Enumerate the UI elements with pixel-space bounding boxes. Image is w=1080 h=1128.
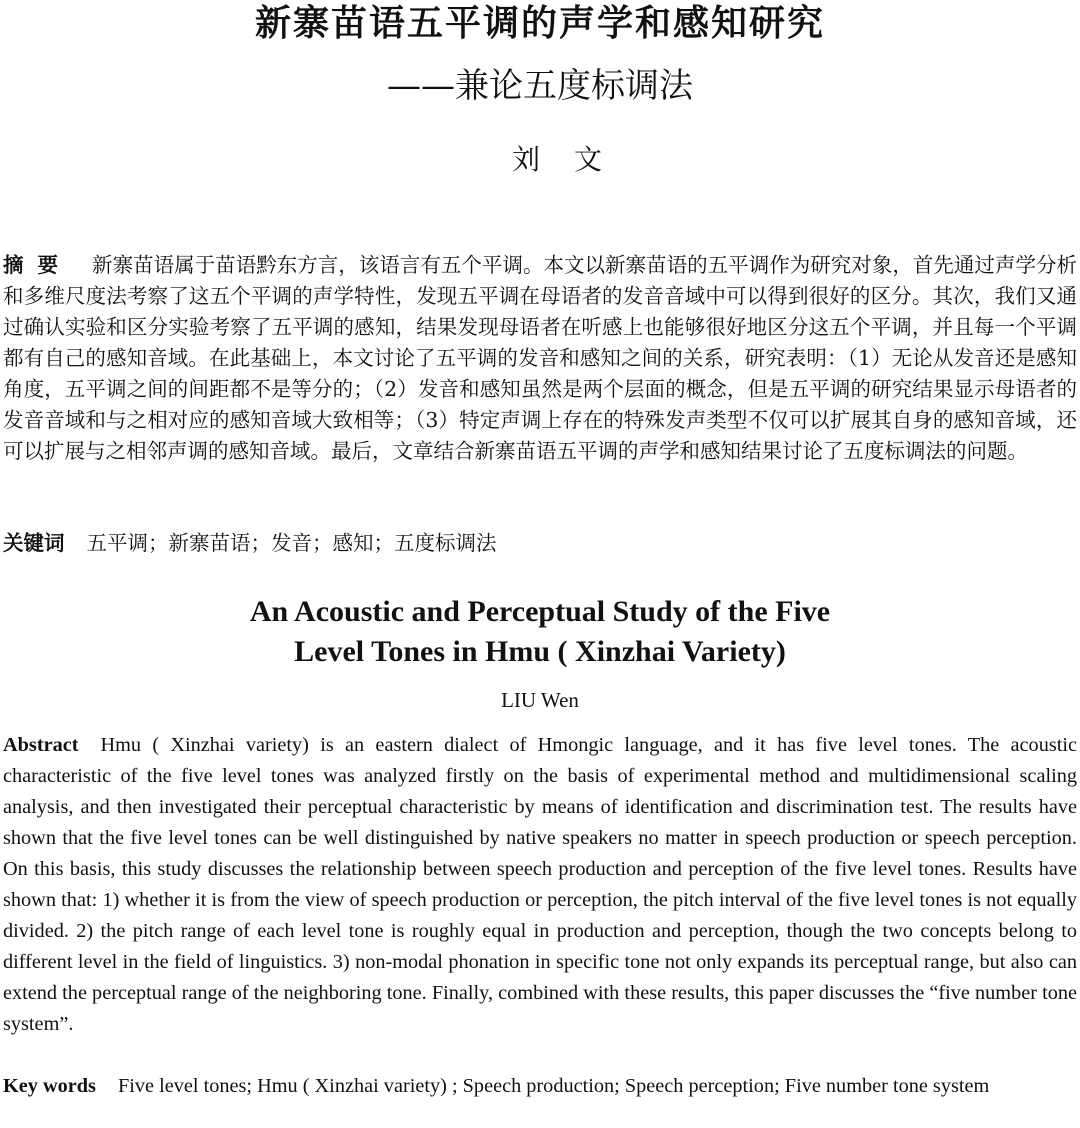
english-abstract-label: Abstract — [3, 734, 79, 756]
english-keywords-text: Five level tones; Hmu ( Xinzhai variety) ; Speech production; Speech perception; Five number tone system — [117, 1075, 990, 1097]
english-abstract — [3, 730, 1077, 1040]
english-keywords — [3, 1071, 1077, 1102]
chinese-keywords-label: 关键词 — [3, 531, 65, 555]
chinese-keywords — [3, 528, 1077, 559]
chinese-abstract-text: 新寨苗语属于苗语黔东方言，该语言有五个平调。本文以新寨苗语的五平调作为研究对象，首先通过声学分析和多维尺度法考察了这五个平调的声学特性，发现五平调在母语者的发音音域中可以得到很好的区分。其次，我们又通过确认实验和区分实验考察了五平调的感知，结果发现母语者在听感上也能够很好地区分这五个平调，并且每一个平调都有自己的感知音域。在此基础上，本文讨论了五平调的发音和感知之间的关系，研究表明：（1）无论从发音还是感知角度，五平调之间的间距都不是等分的；（2）发音和感知虽然是两个层面的概念，但是五平调的研究结果显示母语者的发音音域和与之相对应的感知音域大致相等；（3）特定声调上存在的特殊发声类型不仅可以扩展其自身的感知音域，还可以扩展与之相邻声调的感知音域。最后，文章结合新寨苗语五平调的声学和感知结果讨论了五度标调法的问题。 — [3, 253, 1078, 463]
chinese-keywords-text: 五平调；新寨苗语；发音；感知；五度标调法 — [86, 531, 497, 555]
english-abstract-text: Hmu ( Xinzhai variety) is an eastern dialect of Hmongic language, and it has five level tones. The acoustic characteristic of the five level tones was analyzed firstly on the basis of experimental method and multidimensional scaling analysis, and then investigated their perceptual characteristic by means of identification and discrimination test. The results have shown that the five level tones can be well distinguished by native speakers no matter in speech production or speech perception. On this basis, this study discusses the relationship between speech production and perception of the five level tones. Results have shown that: 1) whether it is from the view of speech production or perception, the pitch interval of the five level tones is not equally divided. 2) the pitch range of each level tone is roughly equal in production and perception, though the two concepts belong to different level in the field of linguistics. 3) non-modal phonation in specific tone not only expands its perceptual range, but also can extend the perceptual range of the neighboring tone. Finally, combined with these results, this paper discusses the “five number tone system”. — [3, 734, 1077, 1035]
chinese-title: 新寨苗语五平调的声学和感知研究 — [254, 3, 825, 44]
english-title — [0, 592, 1080, 672]
chinese-author: 刘文 — [511, 143, 636, 176]
english-title-line-1: An Acoustic and Perceptual Study of the Five — [249, 595, 831, 628]
english-author: LIU Wen — [501, 688, 579, 712]
chinese-abstract — [3, 250, 1077, 467]
english-keywords-label: Key words — [3, 1075, 96, 1097]
chinese-subtitle: ——兼论五度标调法 — [387, 66, 693, 106]
english-title-line-2: Level Tones in Hmu ( Xinzhai Variety) — [294, 635, 786, 668]
chinese-abstract-label: 摘要 — [3, 253, 73, 277]
